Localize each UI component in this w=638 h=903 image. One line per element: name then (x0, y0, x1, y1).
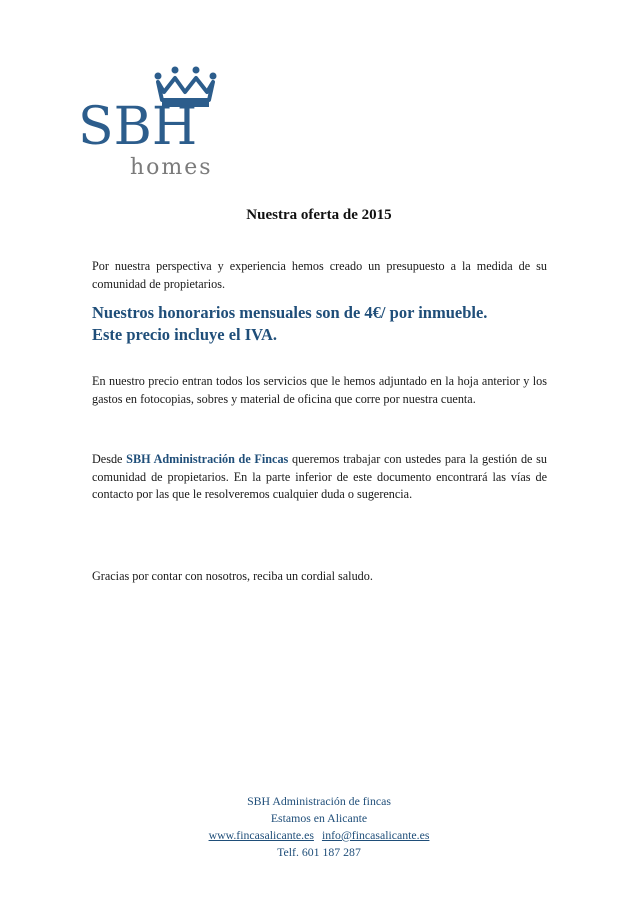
services-paragraph: En nuestro precio entran todos los servicios que le hemos adjuntado en la hoja anterior y los gastos en fotocopias, sobres y material de oficina que corre por nuestra cuenta. (92, 374, 547, 406)
contact-paragraph (92, 451, 547, 504)
fee-highlight (92, 302, 562, 346)
fee-highlight-line1: Nuestros honorarios mensuales son de 4€/ por inmueble. (92, 303, 488, 322)
brand-name: SBH Administración de Fincas (126, 452, 289, 466)
contact-paragraph-after: queremos trabajar con ustedes para la gestión de su comunidad de propietarios. En la parte inferior de este documento encontrará las vías de contacto por las que le resolveremos cualquier duda o sugerencia. (92, 452, 547, 501)
email-link[interactable]: info@fincasalicante.es (321, 828, 430, 842)
intro-paragraph: Por nuestra perspectiva y experiencia hemos creado un presupuesto a la medida de su comunidad de propietarios. (92, 259, 547, 291)
document-title: Nuestra oferta de 2015 (246, 207, 392, 223)
footer (0, 793, 638, 861)
footer-links (0, 827, 638, 844)
footer-location: Estamos en Alicante (270, 811, 368, 825)
website-link[interactable]: www.fincasalicante.es (208, 828, 314, 842)
company-logo (78, 62, 228, 180)
contact-paragraph-before: Desde (92, 452, 127, 466)
footer-phone: Telf. 601 187 287 (277, 845, 361, 859)
closing-paragraph: Gracias por contar con nosotros, reciba un cordial saludo. (92, 569, 373, 583)
svg-text:homes: homes (130, 155, 213, 180)
svg-text:SBH: SBH (78, 97, 198, 157)
footer-company: SBH Administración de fincas (247, 794, 391, 808)
sbh-homes-logo (78, 62, 228, 180)
fee-highlight-line2: Este precio incluye el IVA. (92, 325, 278, 344)
